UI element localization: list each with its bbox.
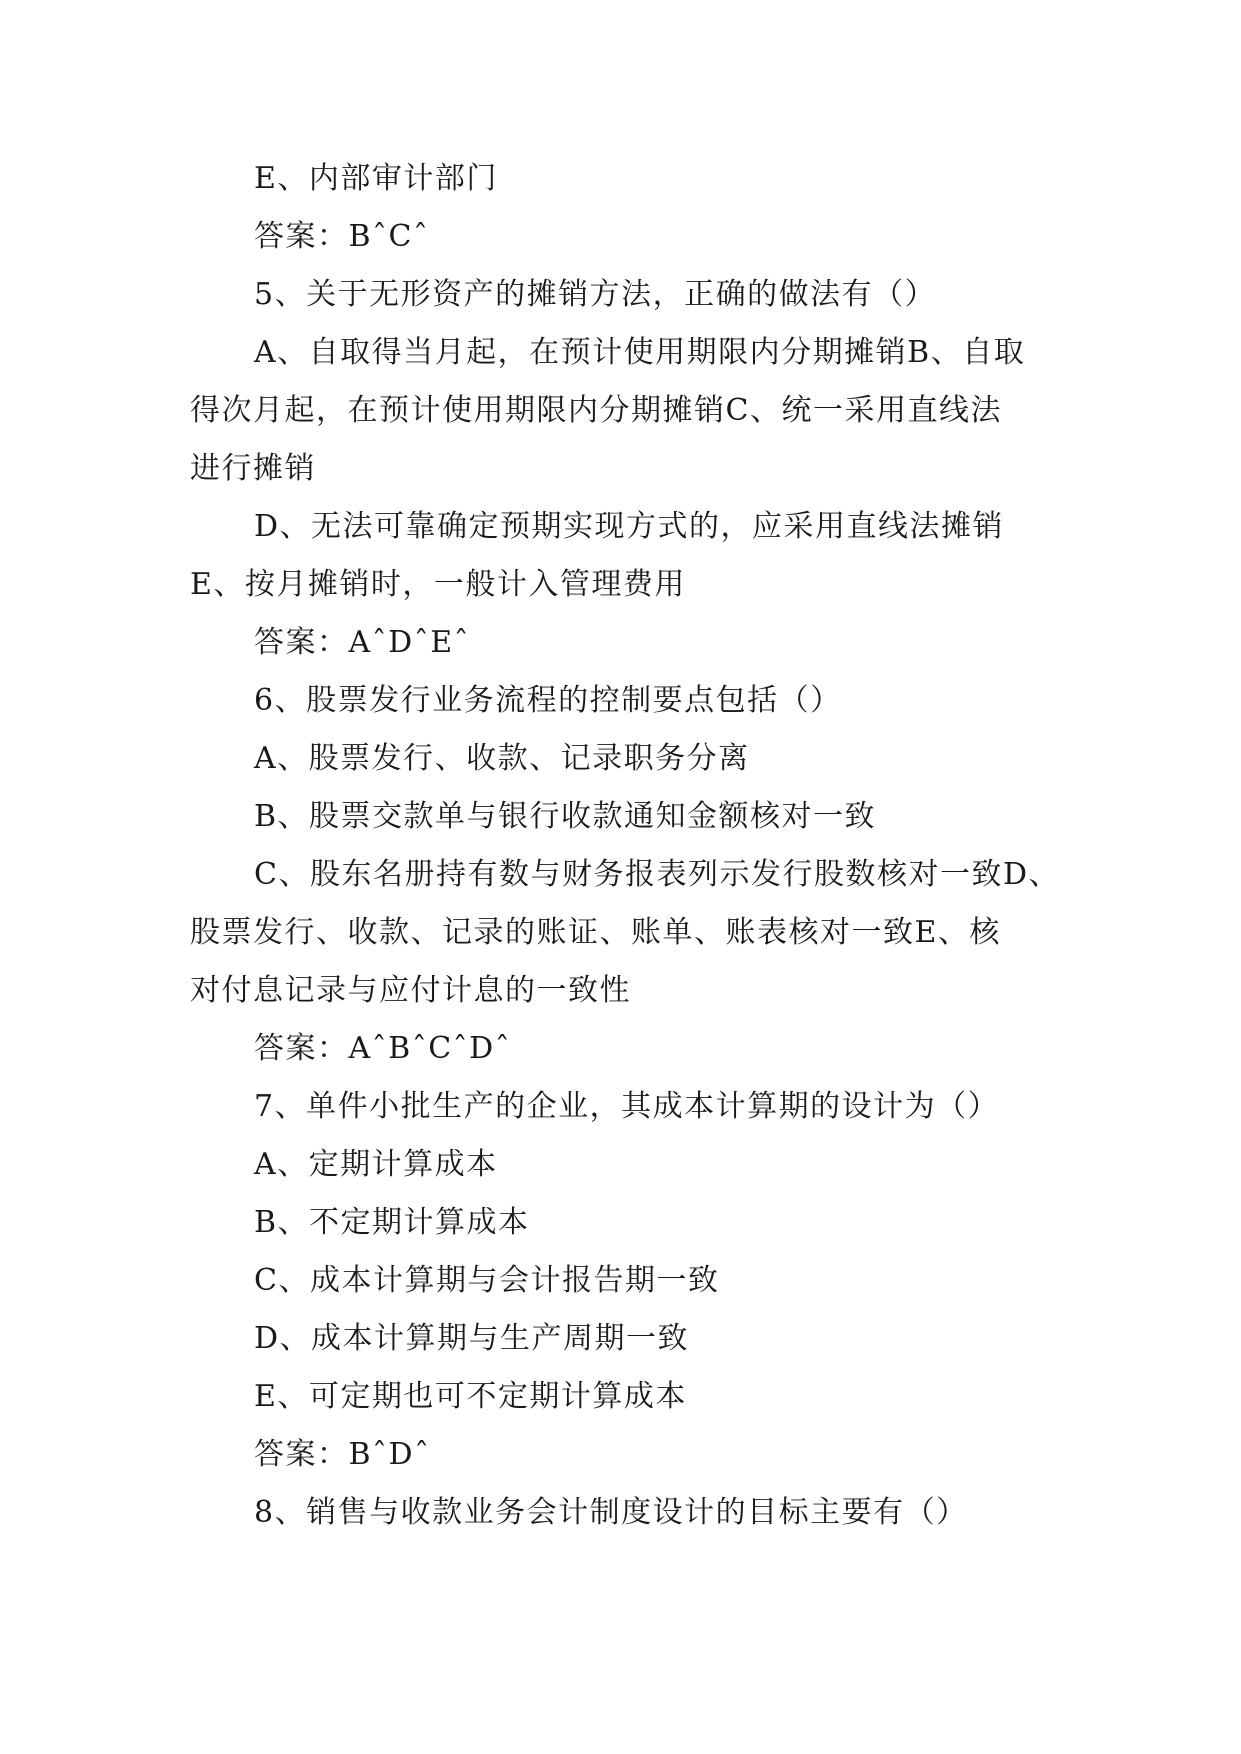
q6-options-line-3: 对付息记录与应付计息的一致性	[190, 973, 631, 1008]
q7-option-d: D、成本计算期与生产周期一致	[254, 1321, 690, 1356]
question-8: 8、销售与收款业务会计制度设计的目标主要有（）	[254, 1495, 968, 1530]
q6-options-line-2: 股票发行、收款、记录的账证、账单、账表核对一致E、核	[190, 915, 1001, 950]
q7-option-b: B、不定期计算成本	[254, 1205, 530, 1240]
question-6: 6、股票发行业务流程的控制要点包括（）	[254, 683, 842, 718]
q6-options-line-1: C、股东名册持有数与财务报表列示发行股数核对一致D、	[254, 857, 1061, 892]
q6-answer: 答案：AˆBˆCˆDˆ	[254, 1031, 512, 1066]
q6-option-a: A、股票发行、收款、记录职务分离	[254, 741, 750, 776]
q7-answer: 答案：BˆDˆ	[254, 1437, 431, 1472]
q5-options-line-1: A、自取得当月起，在预计使用期限内分期摊销B、自取	[254, 335, 1026, 370]
q6-option-b: B、股票交款单与银行收款通知金额核对一致	[254, 799, 877, 834]
question-5: 5、关于无形资产的摊销方法，正确的做法有（）	[254, 277, 937, 312]
option-e-line: E、内部审计部门	[254, 161, 498, 196]
question-7: 7、单件小批生产的企业，其成本计算期的设计为（）	[254, 1089, 1000, 1124]
document-page	[190, 150, 1060, 1542]
q5-answer: 答案：AˆDˆEˆ	[254, 625, 471, 660]
q5-option-e: E、按月摊销时，一般计入管理费用	[190, 567, 686, 602]
q7-option-a: A、定期计算成本	[254, 1147, 498, 1182]
q5-options-line-3: 进行摊销	[190, 451, 316, 486]
q7-option-c: C、成本计算期与会计报告期一致	[254, 1263, 720, 1298]
q5-options-line-2: 得次月起，在预计使用期限内分期摊销C、统一采用直线法	[190, 393, 1002, 428]
q7-option-e: E、可定期也可不定期计算成本	[254, 1379, 687, 1414]
q5-option-d: D、无法可靠确定预期实现方式的，应采用直线法摊销	[254, 509, 1005, 544]
answer-line: 答案：BˆCˆ	[254, 219, 430, 254]
